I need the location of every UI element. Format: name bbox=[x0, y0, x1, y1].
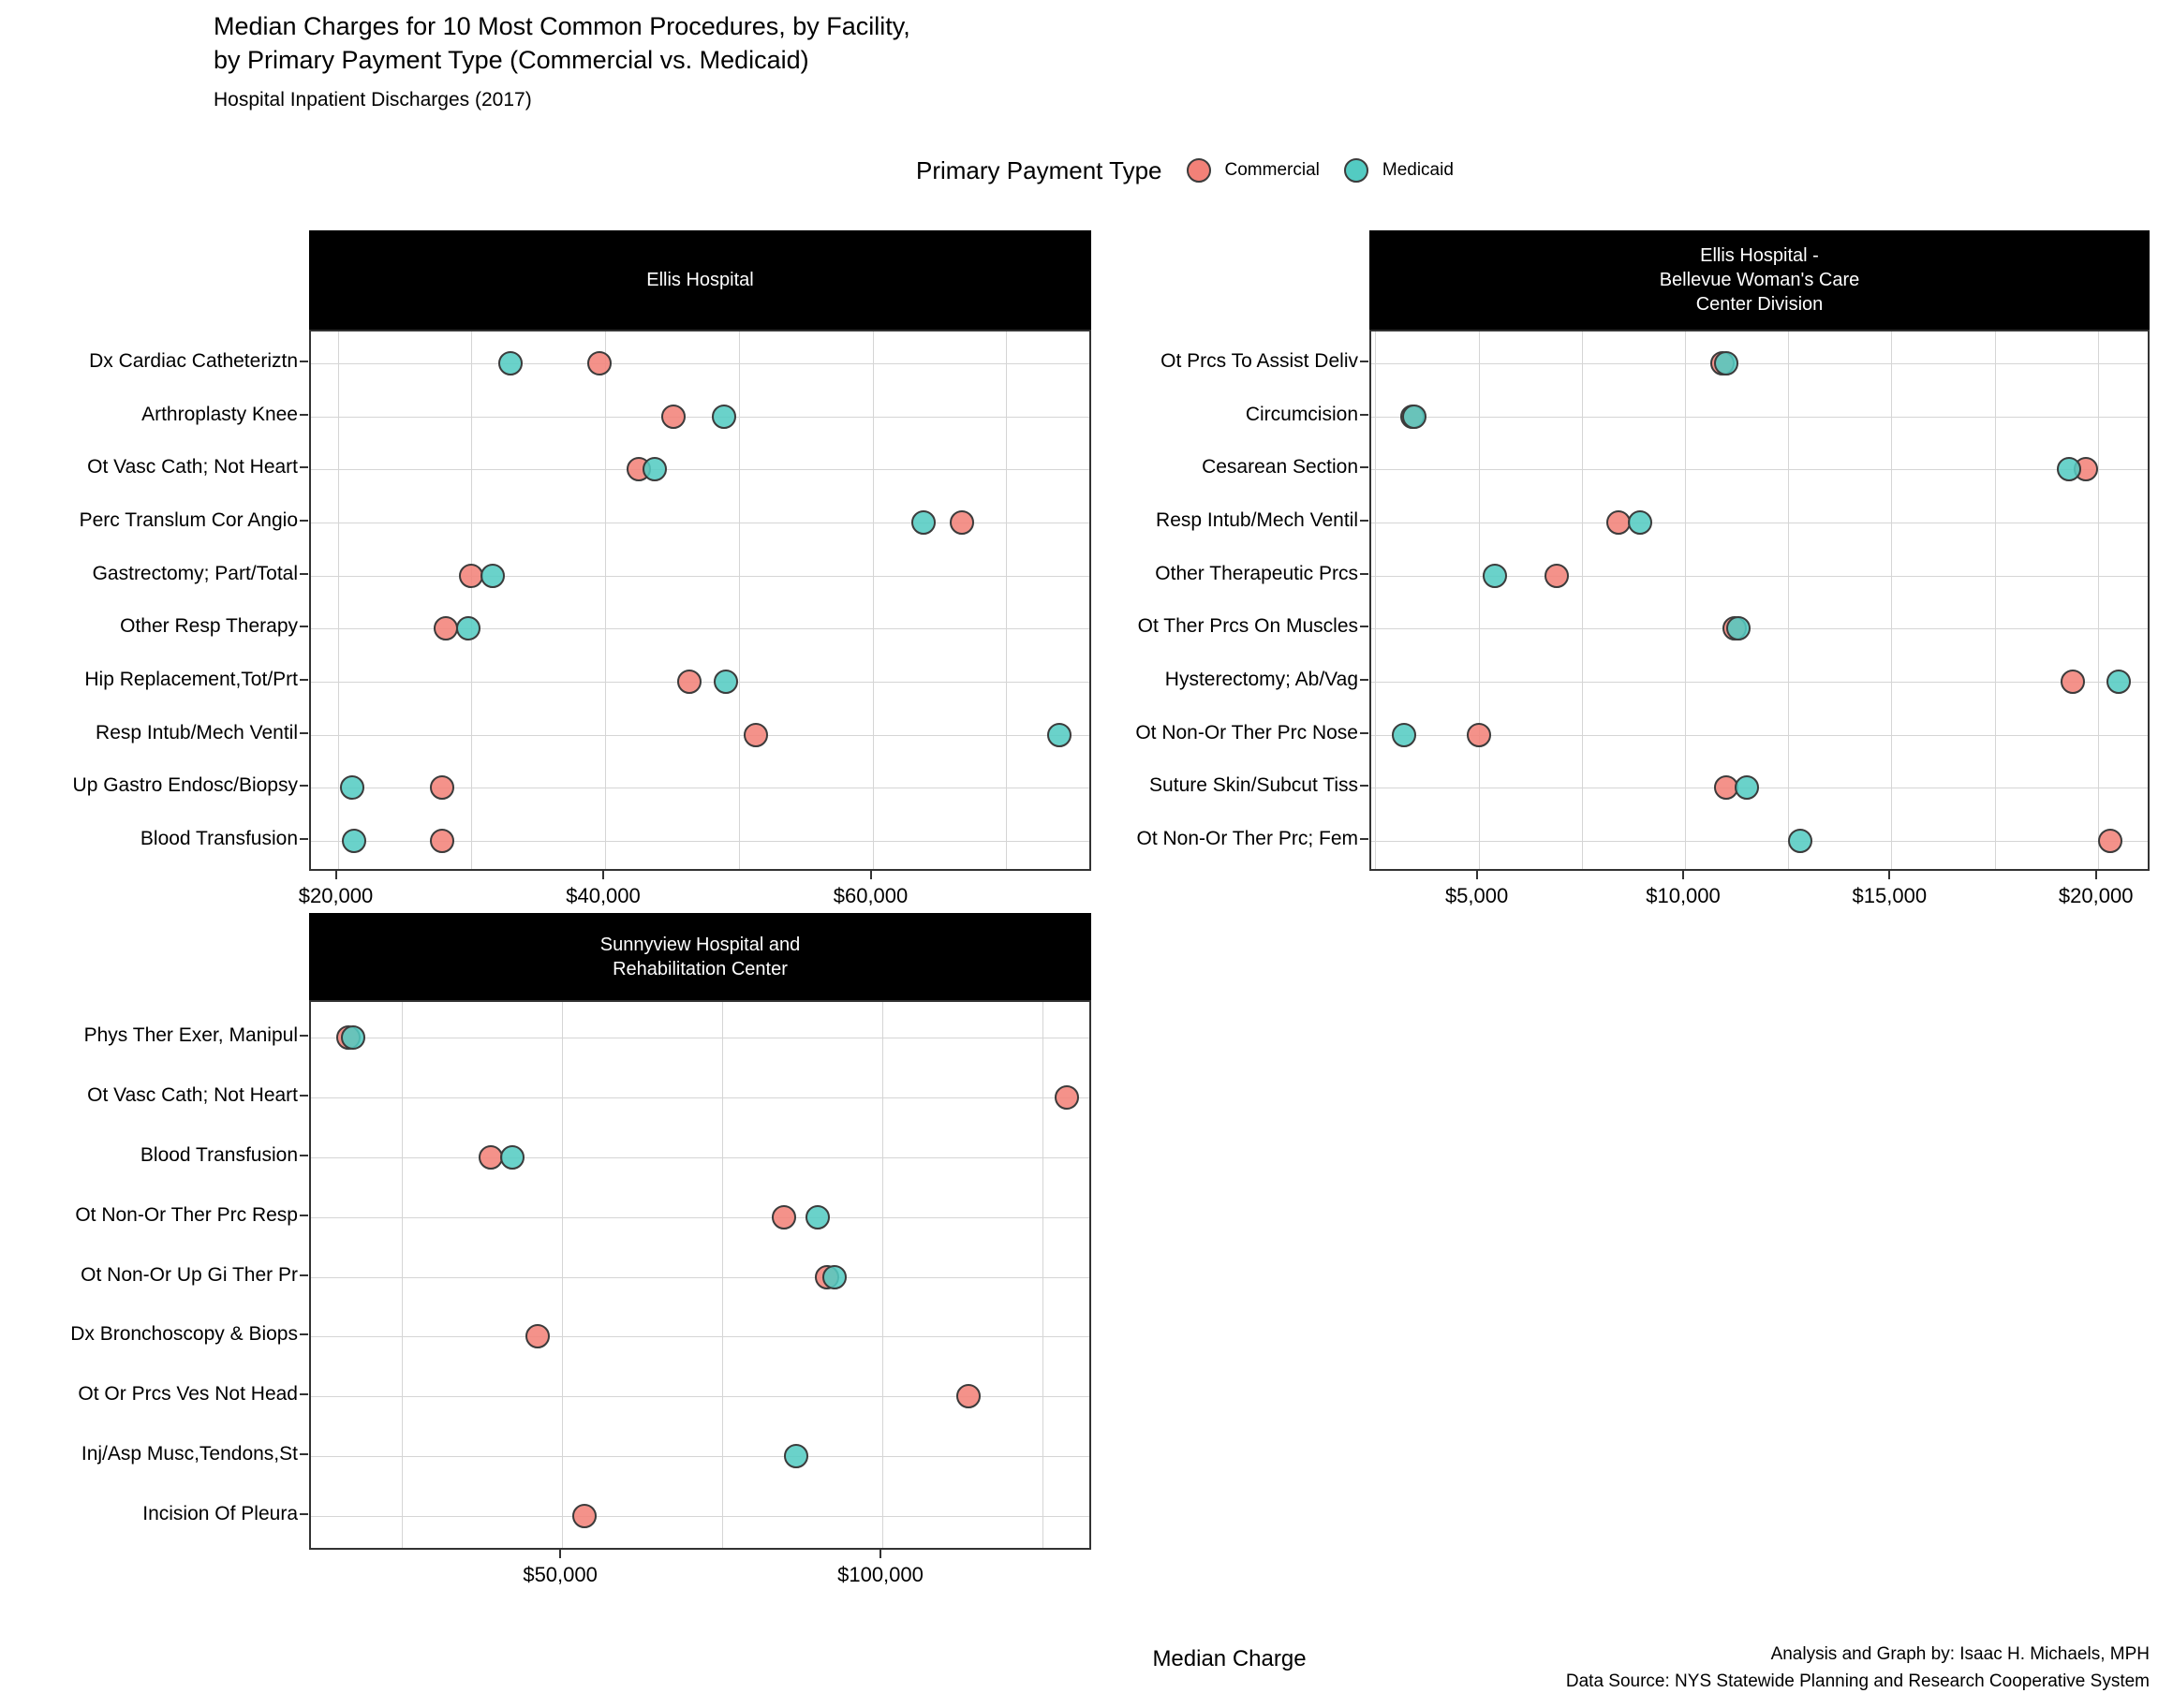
data-point-medicaid bbox=[1714, 351, 1738, 375]
facet-strip bbox=[309, 913, 1091, 1000]
y-axis-tick bbox=[300, 1035, 308, 1037]
data-point-medicaid bbox=[714, 670, 738, 694]
data-point-medicaid bbox=[911, 510, 936, 535]
y-axis-label: Ot Non-Or Ther Prc Resp bbox=[75, 1203, 298, 1226]
legend-item-medicaid bbox=[1344, 158, 1454, 183]
panel-sunnyview bbox=[70, 913, 1091, 1586]
facet-strip-title-line1: Ellis Hospital bbox=[646, 270, 754, 290]
y-gridline bbox=[311, 1456, 1089, 1457]
y-axis-tick bbox=[300, 1393, 308, 1395]
facet-strip-title-line2: Rehabilitation Center bbox=[613, 958, 788, 979]
x-gridline bbox=[722, 1002, 723, 1548]
y-gridline bbox=[311, 1097, 1089, 1098]
y-gridline bbox=[311, 576, 1089, 577]
y-axis-tick bbox=[1360, 838, 1368, 840]
data-point-medicaid bbox=[1788, 829, 1812, 853]
data-point-commercial bbox=[2061, 670, 2085, 694]
data-point-medicaid bbox=[1047, 723, 1072, 747]
y-axis-label: Other Therapeutic Prcs bbox=[1155, 562, 1358, 584]
data-point-commercial bbox=[772, 1205, 796, 1229]
y-axis-label: Dx Cardiac Catheteriztn bbox=[89, 350, 298, 372]
y-gridline bbox=[311, 1336, 1089, 1337]
y-axis-tick bbox=[300, 573, 308, 575]
y-axis-label: Ot Non-Or Ther Prc; Fem bbox=[1136, 828, 1358, 849]
y-gridline bbox=[1371, 417, 2148, 418]
y-axis-tick bbox=[300, 732, 308, 734]
data-point-medicaid bbox=[340, 775, 364, 800]
y-axis-tick bbox=[1360, 361, 1368, 362]
y-axis-tick bbox=[1360, 679, 1368, 681]
y-axis-tick bbox=[300, 1095, 308, 1097]
data-point-medicaid bbox=[480, 564, 505, 588]
data-point-commercial bbox=[525, 1324, 550, 1348]
y-axis-tick bbox=[300, 1333, 308, 1335]
x-axis-tick bbox=[1476, 871, 1478, 879]
x-axis-tick-label: $60,000 bbox=[833, 884, 909, 907]
data-point-commercial bbox=[950, 510, 974, 535]
plot-area bbox=[309, 1000, 1091, 1550]
y-axis-label: Hip Replacement,Tot/Prt bbox=[84, 669, 298, 690]
legend-label-commercial: Commercial bbox=[1224, 160, 1320, 180]
x-axis-tick bbox=[870, 871, 872, 879]
x-gridline bbox=[562, 1002, 563, 1548]
y-axis-tick bbox=[300, 785, 308, 787]
data-point-medicaid bbox=[2057, 457, 2081, 481]
y-axis-tick bbox=[1360, 626, 1368, 627]
x-axis-title: Median Charge bbox=[1152, 1646, 1307, 1671]
legend bbox=[916, 146, 1454, 195]
y-axis-label: Resp Intub/Mech Ventil bbox=[96, 721, 298, 744]
y-axis-label: Phys Ther Exer, Manipul bbox=[83, 1024, 298, 1047]
y-gridline bbox=[311, 1217, 1089, 1218]
y-axis-label: Suture Skin/Subcut Tiss bbox=[1149, 774, 1358, 797]
y-axis-label: Blood Transfusion bbox=[140, 828, 298, 849]
y-axis-label: Perc Translum Cor Angio bbox=[79, 509, 298, 531]
data-point-medicaid bbox=[1726, 616, 1751, 640]
data-point-medicaid bbox=[498, 351, 523, 375]
y-axis-label: Ot Ther Prcs On Muscles bbox=[1137, 615, 1358, 638]
data-point-commercial bbox=[677, 670, 702, 694]
y-axis-tick bbox=[300, 414, 308, 416]
caption bbox=[1566, 1641, 2150, 1695]
data-point-medicaid bbox=[643, 457, 667, 481]
x-axis-tick bbox=[1888, 871, 1890, 879]
y-gridline bbox=[311, 469, 1089, 470]
data-point-commercial bbox=[434, 616, 458, 640]
data-point-commercial bbox=[587, 351, 612, 375]
data-point-medicaid bbox=[456, 616, 480, 640]
x-axis-tick-label: $20,000 bbox=[2058, 884, 2134, 907]
legend-item-commercial bbox=[1187, 158, 1320, 183]
data-point-commercial bbox=[1545, 564, 1569, 588]
y-axis-label: Ot Non-Or Ther Prc Nose bbox=[1135, 721, 1358, 744]
y-gridline bbox=[1371, 682, 2148, 683]
y-axis-tick bbox=[300, 1215, 308, 1216]
chart-subtitle: Hospital Inpatient Discharges (2017) bbox=[214, 89, 532, 110]
y-axis-tick bbox=[300, 1155, 308, 1156]
y-axis-tick bbox=[300, 1274, 308, 1276]
y-axis-label: Other Resp Therapy bbox=[120, 615, 298, 638]
data-point-medicaid bbox=[784, 1444, 808, 1468]
y-axis-label: Inj/Asp Musc,Tendons,St bbox=[81, 1442, 298, 1465]
data-point-commercial bbox=[1467, 723, 1491, 747]
data-point-medicaid bbox=[806, 1205, 830, 1229]
y-axis-tick bbox=[300, 1453, 308, 1455]
data-point-medicaid bbox=[341, 1025, 365, 1050]
data-point-medicaid bbox=[342, 829, 366, 853]
data-point-medicaid bbox=[822, 1265, 847, 1289]
facet-strip-title-line2: Bellevue Woman's Care bbox=[1659, 270, 1860, 290]
data-point-medicaid bbox=[1735, 775, 1759, 800]
y-axis-label: Cesarean Section bbox=[1202, 456, 1358, 479]
data-point-commercial bbox=[479, 1145, 503, 1170]
x-axis-tick bbox=[879, 1550, 881, 1558]
panel-ellis-bellevue bbox=[1135, 230, 2150, 907]
y-axis-label: Arthroplasty Knee bbox=[141, 403, 298, 425]
x-axis-tick bbox=[2095, 871, 2097, 879]
x-gridline bbox=[882, 1002, 883, 1548]
y-axis-label: Ot Non-Or Up Gi Ther Pr bbox=[81, 1263, 298, 1286]
y-axis-tick bbox=[1360, 732, 1368, 734]
chart-title-line1: Median Charges for 10 Most Common Procedures, by Facility, bbox=[214, 12, 910, 40]
y-axis-tick bbox=[300, 838, 308, 840]
y-axis-tick bbox=[1360, 414, 1368, 416]
facet-strip-title-line1: Ellis Hospital - bbox=[1700, 245, 1819, 266]
y-gridline bbox=[311, 628, 1089, 629]
y-axis-label: Circumcision bbox=[1245, 403, 1358, 425]
x-axis-tick-label: $50,000 bbox=[523, 1563, 598, 1586]
y-axis-tick bbox=[1360, 785, 1368, 787]
facet-strip bbox=[1369, 230, 2150, 330]
y-axis-tick bbox=[1360, 466, 1368, 468]
y-axis-label: Ot Prcs To Assist Deliv bbox=[1160, 350, 1358, 372]
data-point-medicaid bbox=[712, 405, 736, 429]
data-point-medicaid bbox=[500, 1145, 525, 1170]
legend-label-medicaid: Medicaid bbox=[1382, 160, 1454, 180]
y-axis-tick bbox=[1360, 573, 1368, 575]
x-axis-tick-label: $10,000 bbox=[1646, 884, 1721, 907]
y-gridline bbox=[311, 1277, 1089, 1278]
plot-area bbox=[1369, 330, 2150, 871]
x-gridline bbox=[1042, 1002, 1043, 1548]
y-gridline bbox=[1371, 363, 2148, 364]
chart-title-line2: by Primary Payment Type (Commercial vs. Medicaid) bbox=[214, 46, 809, 74]
medicaid-swatch-icon bbox=[1344, 158, 1368, 183]
y-gridline bbox=[311, 841, 1089, 842]
data-point-commercial bbox=[744, 723, 768, 747]
data-point-commercial bbox=[572, 1504, 597, 1528]
x-axis-tick-label: $15,000 bbox=[1852, 884, 1928, 907]
y-gridline bbox=[311, 363, 1089, 364]
y-axis-tick bbox=[300, 1513, 308, 1515]
facet-strip-title-line1: Sunnyview Hospital and bbox=[599, 934, 801, 955]
plot-area bbox=[309, 330, 1091, 871]
x-axis-tick bbox=[335, 871, 337, 879]
data-point-medicaid bbox=[1628, 510, 1652, 535]
x-gridline bbox=[402, 1002, 403, 1548]
panel-ellis-hospital bbox=[72, 230, 1091, 907]
y-gridline bbox=[311, 735, 1089, 736]
legend-title: Primary Payment Type bbox=[916, 155, 1162, 184]
title-block bbox=[214, 9, 910, 112]
x-axis-tick bbox=[602, 871, 604, 879]
x-axis-tick-label: $5,000 bbox=[1444, 884, 1509, 907]
y-axis-tick bbox=[300, 466, 308, 468]
y-axis-tick bbox=[300, 520, 308, 522]
data-point-commercial bbox=[430, 775, 454, 800]
y-axis-tick bbox=[300, 361, 308, 362]
data-point-commercial bbox=[661, 405, 686, 429]
y-axis-label: Up Gastro Endosc/Biopsy bbox=[72, 774, 298, 797]
y-gridline bbox=[311, 1516, 1089, 1517]
y-axis-label: Resp Intub/Mech Ventil bbox=[1156, 509, 1358, 531]
y-axis-label: Incision Of Pleura bbox=[142, 1502, 298, 1524]
data-point-medicaid bbox=[1392, 723, 1416, 747]
y-gridline bbox=[311, 1157, 1089, 1158]
data-point-medicaid bbox=[1483, 564, 1507, 588]
y-gridline bbox=[1371, 469, 2148, 470]
x-axis-tick-label: $20,000 bbox=[298, 884, 374, 907]
data-point-medicaid bbox=[1402, 405, 1426, 429]
x-axis-tick bbox=[559, 1550, 561, 1558]
y-axis-label: Ot Vasc Cath; Not Heart bbox=[87, 456, 298, 479]
y-axis-label: Blood Transfusion bbox=[140, 1143, 298, 1166]
y-axis-label: Hysterectomy; Ab/Vag bbox=[1164, 669, 1358, 690]
y-axis-tick bbox=[300, 679, 308, 681]
y-gridline bbox=[1371, 628, 2148, 629]
data-point-commercial bbox=[430, 829, 454, 853]
y-gridline bbox=[1371, 841, 2148, 842]
data-point-commercial bbox=[1055, 1085, 1079, 1110]
data-point-commercial bbox=[956, 1384, 981, 1408]
x-axis-tick bbox=[1682, 871, 1684, 879]
y-axis-tick bbox=[300, 626, 308, 627]
y-axis-label: Dx Bronchoscopy & Biops bbox=[70, 1323, 298, 1346]
data-point-medicaid bbox=[2106, 670, 2131, 694]
y-axis-label: Gastrectomy; Part/Total bbox=[92, 562, 298, 584]
y-gridline bbox=[311, 417, 1089, 418]
commercial-swatch-icon bbox=[1187, 158, 1211, 183]
x-axis-tick-label: $40,000 bbox=[566, 884, 641, 907]
y-axis-tick bbox=[1360, 520, 1368, 522]
data-point-commercial bbox=[2098, 829, 2122, 853]
facet-strip bbox=[309, 230, 1091, 330]
caption-line2: Data Source: NYS Statewide Planning and Research Cooperative System bbox=[1565, 1671, 2150, 1691]
y-axis-label: Ot Vasc Cath; Not Heart bbox=[87, 1084, 298, 1107]
y-axis-label: Ot Or Prcs Ves Not Head bbox=[78, 1383, 298, 1406]
facet-strip-title-line3: Center Division bbox=[1695, 294, 1824, 315]
x-axis-tick-label: $100,000 bbox=[837, 1563, 924, 1586]
caption-line1: Analysis and Graph by: Isaac H. Michaels, MPH bbox=[1770, 1644, 2150, 1664]
